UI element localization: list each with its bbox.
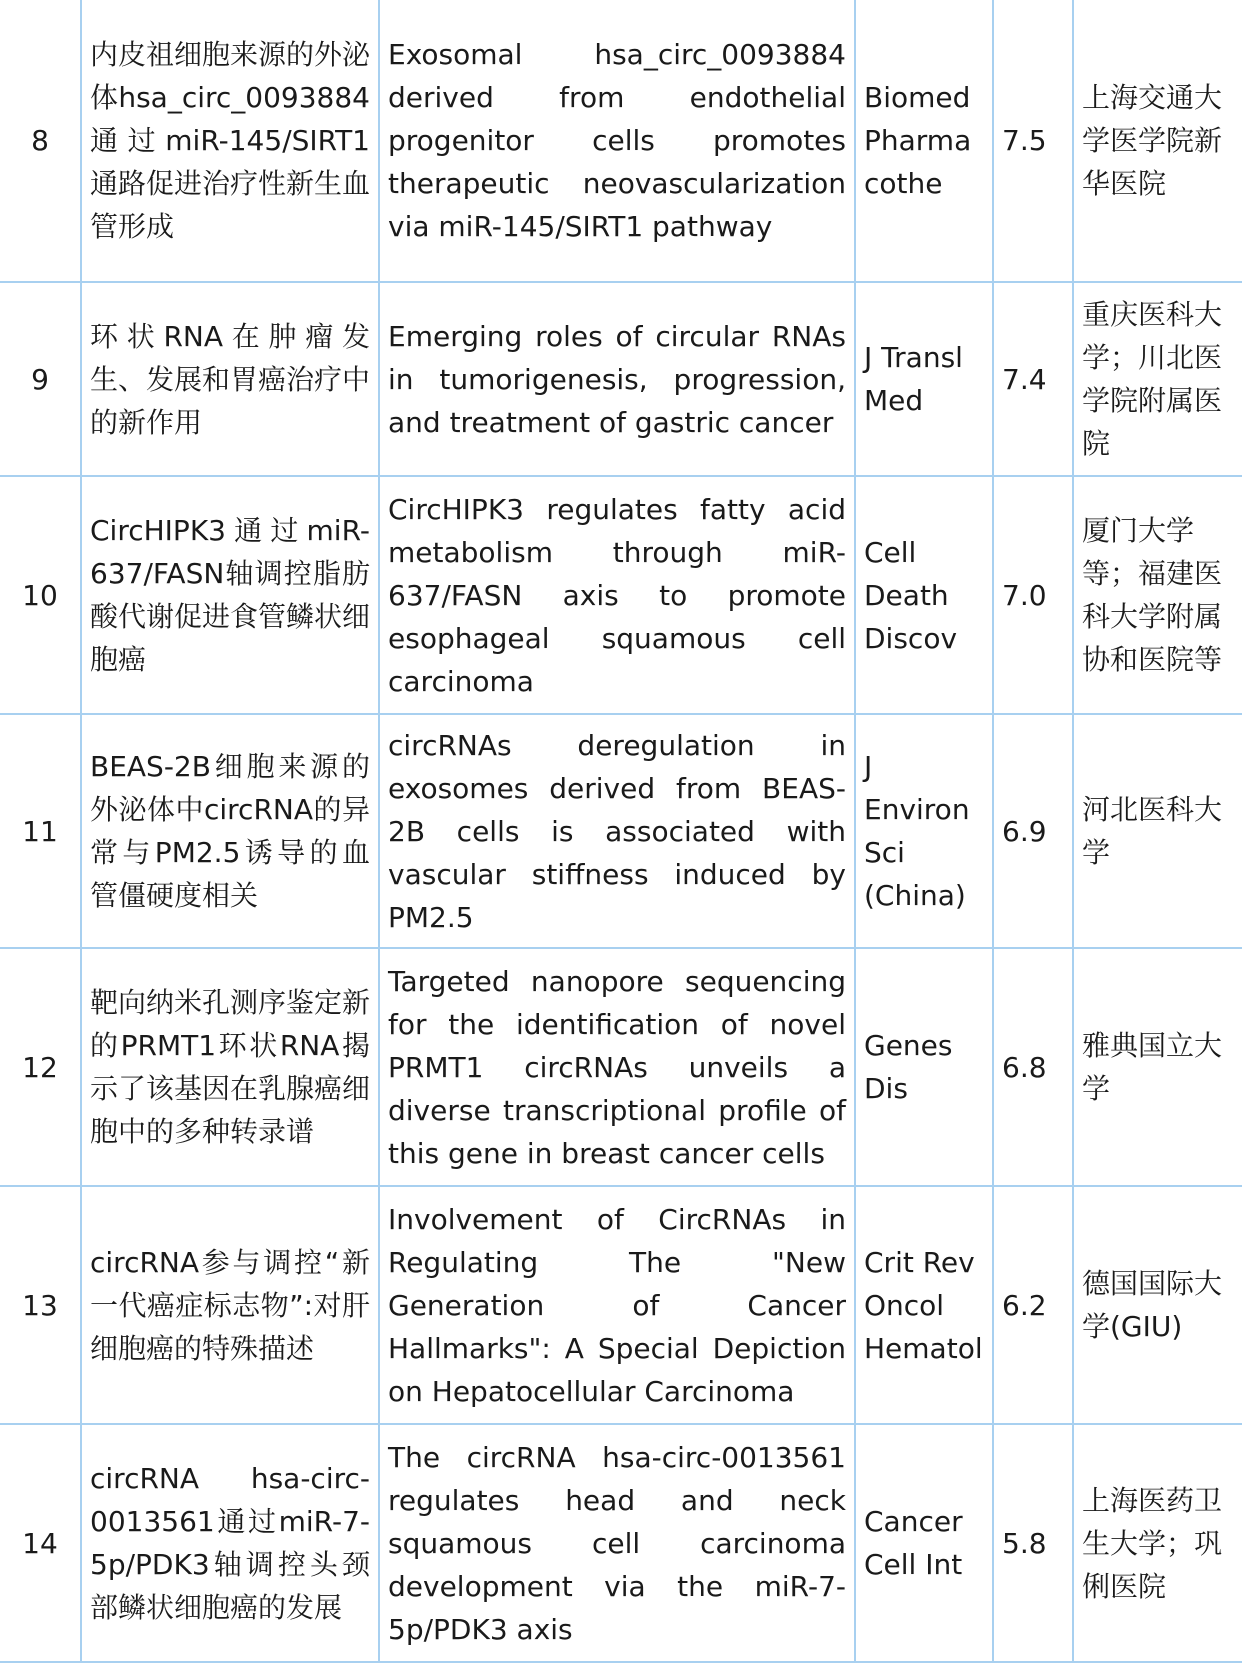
impact-factor: 7.4 <box>993 282 1073 476</box>
title-chinese: 靶向纳米孔测序鉴定新的PRMT1环状RNA揭示了该基因在乳腺癌细胞中的多种转录谱 <box>81 948 379 1186</box>
impact-factor: 5.8 <box>993 1424 1073 1662</box>
table-row <box>0 0 1242 282</box>
row-number: 9 <box>0 282 81 476</box>
title-english: The circRNA hsa-circ-0013561 regulates head and neck squamous cell carcinoma development via the miR-7-5p/PDK3 axis <box>379 1424 855 1662</box>
title-english: Emerging roles of circular RNAs in tumorigenesis, progression, and treatment of gastric cancer <box>379 282 855 476</box>
title-chinese: circRNA参与调控“新一代癌症标志物”:对肝细胞癌的特殊描述 <box>81 1186 379 1424</box>
table-row <box>0 476 1242 714</box>
journal-name: Genes Dis <box>855 948 993 1186</box>
journal-name: J Environ Sci (China) <box>855 714 993 948</box>
title-english: CircHIPK3 regulates fatty acid metabolism through miR-637/FASN axis to promote esophageal squamous cell carcinoma <box>379 476 855 714</box>
journal-name: Crit Rev Oncol Hematol <box>855 1186 993 1424</box>
institution: 厦门大学等；福建医科大学附属协和医院等 <box>1073 476 1242 714</box>
title-chinese: 环状RNA在肿瘤发生、发展和胃癌治疗中的新作用 <box>81 282 379 476</box>
table-row <box>0 1424 1242 1662</box>
title-english: Targeted nanopore sequencing for the identification of novel PRMT1 circRNAs unveils a diverse transcriptional profile of this gene in breast cancer cells <box>379 948 855 1186</box>
impact-factor: 6.2 <box>993 1186 1073 1424</box>
table-row <box>0 282 1242 476</box>
row-number: 8 <box>0 0 81 282</box>
journal-name: J Transl Med <box>855 282 993 476</box>
institution: 德国国际大学(GIU) <box>1073 1186 1242 1424</box>
title-english: circRNAs deregulation in exosomes derived from BEAS-2B cells is associated with vascular stiffness induced by PM2.5 <box>379 714 855 948</box>
title-chinese: BEAS-2B细胞来源的外泌体中circRNA的异常与PM2.5诱导的血管僵硬度相关 <box>81 714 379 948</box>
row-number: 14 <box>0 1424 81 1662</box>
journal-name: Biomed Pharmacothe <box>855 0 993 282</box>
title-chinese: CircHIPK3通过miR-637/FASN轴调控脂肪酸代谢促进食管鳞状细胞癌 <box>81 476 379 714</box>
title-chinese: 内皮祖细胞来源的外泌体hsa_circ_0093884通过miR-145/SIRT1通路促进治疗性新生血管形成 <box>81 0 379 282</box>
title-english: Exosomal hsa_circ_0093884 derived from endothelial progenitor cells promotes therapeutic neovascularization via miR-145/SIRT1 pathway <box>379 0 855 282</box>
institution: 重庆医科大学；川北医学院附属医院 <box>1073 282 1242 476</box>
institution: 雅典国立大学 <box>1073 948 1242 1186</box>
institution: 河北医科大学 <box>1073 714 1242 948</box>
table-row <box>0 714 1242 948</box>
table-row <box>0 948 1242 1186</box>
institution: 上海交通大学医学院新华医院 <box>1073 0 1242 282</box>
title-chinese: circRNA hsa-circ-0013561通过miR-7-5p/PDK3轴调控头颈部鳞状细胞癌的发展 <box>81 1424 379 1662</box>
institution: 上海医药卫生大学；巩俐医院 <box>1073 1424 1242 1662</box>
title-english: Involvement of CircRNAs in Regulating The "New Generation of Cancer Hallmarks": A Special Depiction on Hepatocellular Carcinoma <box>379 1186 855 1424</box>
impact-factor: 7.0 <box>993 476 1073 714</box>
table-row <box>0 1186 1242 1424</box>
journal-name: Cell Death Discov <box>855 476 993 714</box>
row-number: 10 <box>0 476 81 714</box>
impact-factor: 6.8 <box>993 948 1073 1186</box>
row-number: 12 <box>0 948 81 1186</box>
impact-factor: 7.5 <box>993 0 1073 282</box>
impact-factor: 6.9 <box>993 714 1073 948</box>
row-number: 11 <box>0 714 81 948</box>
journal-name: Cancer Cell Int <box>855 1424 993 1662</box>
row-number: 13 <box>0 1186 81 1424</box>
